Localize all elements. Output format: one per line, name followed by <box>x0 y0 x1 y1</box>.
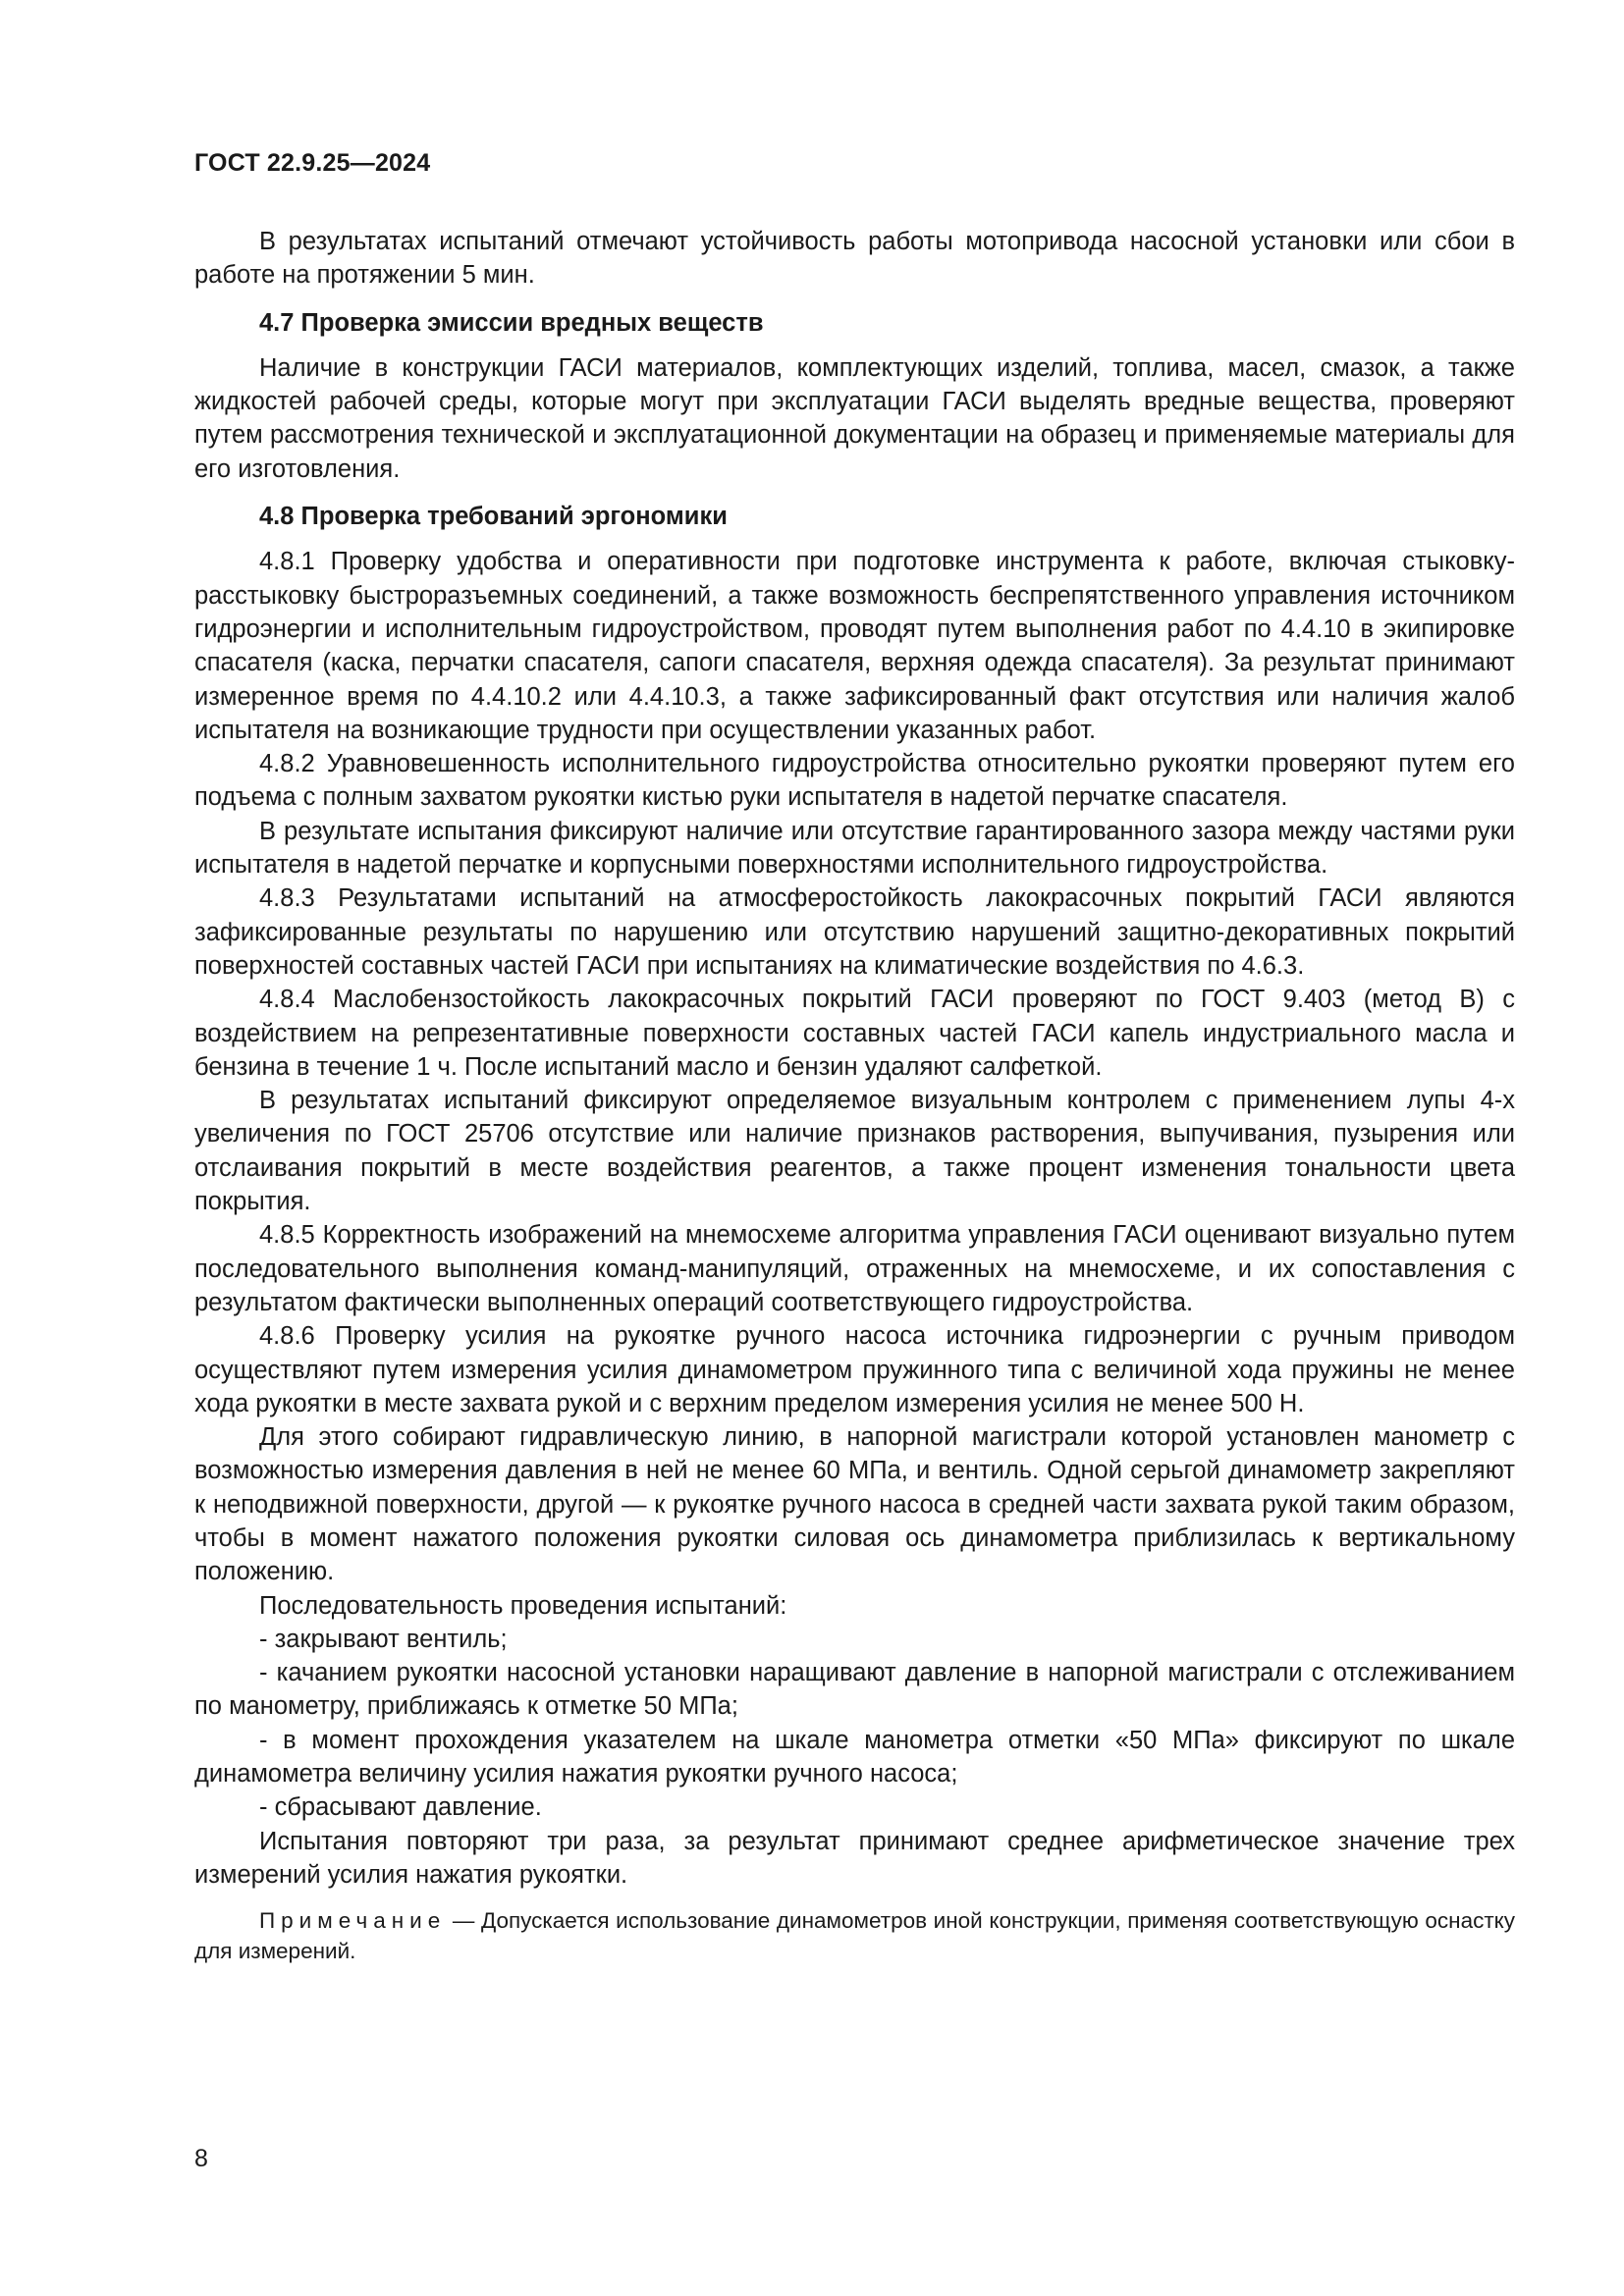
paragraph-4-8-4: 4.8.4 Маслобензостойкость лакокрасочных покрытий ГАСИ проверяют по ГОСТ 9.403 (метод В) с воздействием на репрезентативные поверхности составных частей ГАСИ капель индустриального масла и бензина в течение 1 ч. После испытаний масло и бензин удаляют салфеткой. <box>194 986 1515 1081</box>
paragraph-4-8-6: 4.8.6 Проверку усилия на рукоятке ручного насоса источника гидроэнергии с ручным приводом осуществляют путем измерения усилия динамометром пружинного типа с величиной хода пружины не менее хода рукоятки в месте захвата рукой и с верхним пределом измерения усилия не менее 500 Н. <box>194 1322 1515 1417</box>
list-item: - закрывают вентиль; <box>259 1625 508 1653</box>
paragraph-4-8-4-result: В результатах испытаний фиксируют определяемое визуальным контролем с применением лупы 4-х увеличения по ГОСТ 25706 отсутствие или наличие признаков растворения, выпучивания, пузырения или отслаивания покрытий в месте воздействия реагентов, а также процент изменения тональности цвета покрытия. <box>194 1087 1515 1216</box>
note <box>194 1905 1515 1966</box>
paragraph-4-8-5: 4.8.5 Корректность изображений на мнемосхеме алгоритма управления ГАСИ оценивают визуально путем последовательного выполнения команд-манипуляций, отраженных на мнемосхеме, и их сопоставления с результатом фактически выполненных операций соответствующего гидроустройства. <box>194 1221 1515 1316</box>
paragraph-4-8-2: 4.8.2 Уравновешенность исполнительного гидроустройства относительно рукоятки проверяют путем его подъема с полным захватом рукоятки кистью руки испытателя в надетой перчатке спасателя. <box>194 750 1515 812</box>
page-number: 8 <box>194 2145 208 2172</box>
paragraph-intro: В результатах испытаний отмечают устойчивость работы мотопривода насосной установки или сбои в работе на протяжении 5 мин. <box>194 228 1515 290</box>
paragraph-4-8-1: 4.8.1 Проверку удобства и оперативности при подготовке инструмента к работе, включая стыковку-расстыковку быстроразъемных соединений, а также возможность беспрепятственного управления источником гидроэнергии и исполнительным гидроустройством, проводят путем выполнения работ по 4.4.10 в экипировке спасателя (каска, перчатки спасателя, сапоги спасателя, верхняя одежда спасателя). За результат принимают измеренное время по 4.4.10.2 или 4.4.10.3, а также зафиксированный факт отсутствия или наличия жалоб испытателя на возникающие трудности при осуществлении указанных работ. <box>194 548 1515 744</box>
paragraph-sequence-intro: Последовательность проведения испытаний: <box>259 1591 787 1620</box>
list-item: - сбрасывают давление. <box>259 1793 542 1822</box>
paragraph-repeat: Испытания повторяют три раза, за результат принимают среднее арифметическое значение трех измерений усилия нажатия рукоятки. <box>194 1827 1515 1889</box>
list-item: - в момент прохождения указателем на шкале манометра отметки «50 МПа» фиксируют по шкале динамометра величину усилия нажатия рукоятки ручного насоса; <box>194 1726 1515 1789</box>
document-code-header: ГОСТ 22.9.25—2024 <box>194 149 431 177</box>
note-label: Примечание <box>259 1908 447 1934</box>
note-text: — Допускается использование динамометров иной конструкции, применяя соответствующую оснастку для измерений. <box>194 1908 1515 1964</box>
section-heading-4-7: 4.7 Проверка эмиссии вредных веществ <box>259 308 764 337</box>
paragraph-4-8-3: 4.8.3 Результатами испытаний на атмосферостойкость лакокрасочных покрытий ГАСИ являются зафиксированные результаты по нарушению или отсутствию нарушений защитно-декоративных покрытий поверхностей составных частей ГАСИ при испытаниях на климатические воздействия по 4.6.3. <box>194 884 1515 980</box>
document-body <box>194 225 1515 1966</box>
paragraph-4-8-2-result: В результате испытания фиксируют наличие или отсутствие гарантированного зазора между частями руки испытателя в надетой перчатке и корпусными поверхностями исполнительного гидроустройства. <box>194 817 1515 880</box>
list-item: - качанием рукоятки насосной установки наращивают давление в напорной магистрали с отслеживанием по манометру, приближаясь к отметке 50 МПа; <box>194 1659 1515 1721</box>
section-heading-4-8: 4.8 Проверка требований эргономики <box>259 503 728 531</box>
paragraph-4-7: Наличие в конструкции ГАСИ материалов, комплектующих изделий, топлива, масел, смазок, а также жидкостей рабочей среды, которые могут при эксплуатации ГАСИ выделять вредные вещества, проверяют путем рассмотрения технической и эксплуатационной документации на образец и применяемые материалы для его изготовления. <box>194 353 1515 483</box>
paragraph-4-8-6-setup: Для этого собирают гидравлическую линию, в напорной магистрали которой установлен манометр с возможностью измерения давления в ней не менее 60 МПа, и вентиль. Одной серьгой динамометр закрепляют к неподвижной поверхности, другой — к рукоятке ручного насоса в средней части захвата рукой таким образом, чтобы в момент нажатого положения рукоятки силовая ось динамометра приблизилась к вертикальному положению. <box>194 1423 1515 1586</box>
